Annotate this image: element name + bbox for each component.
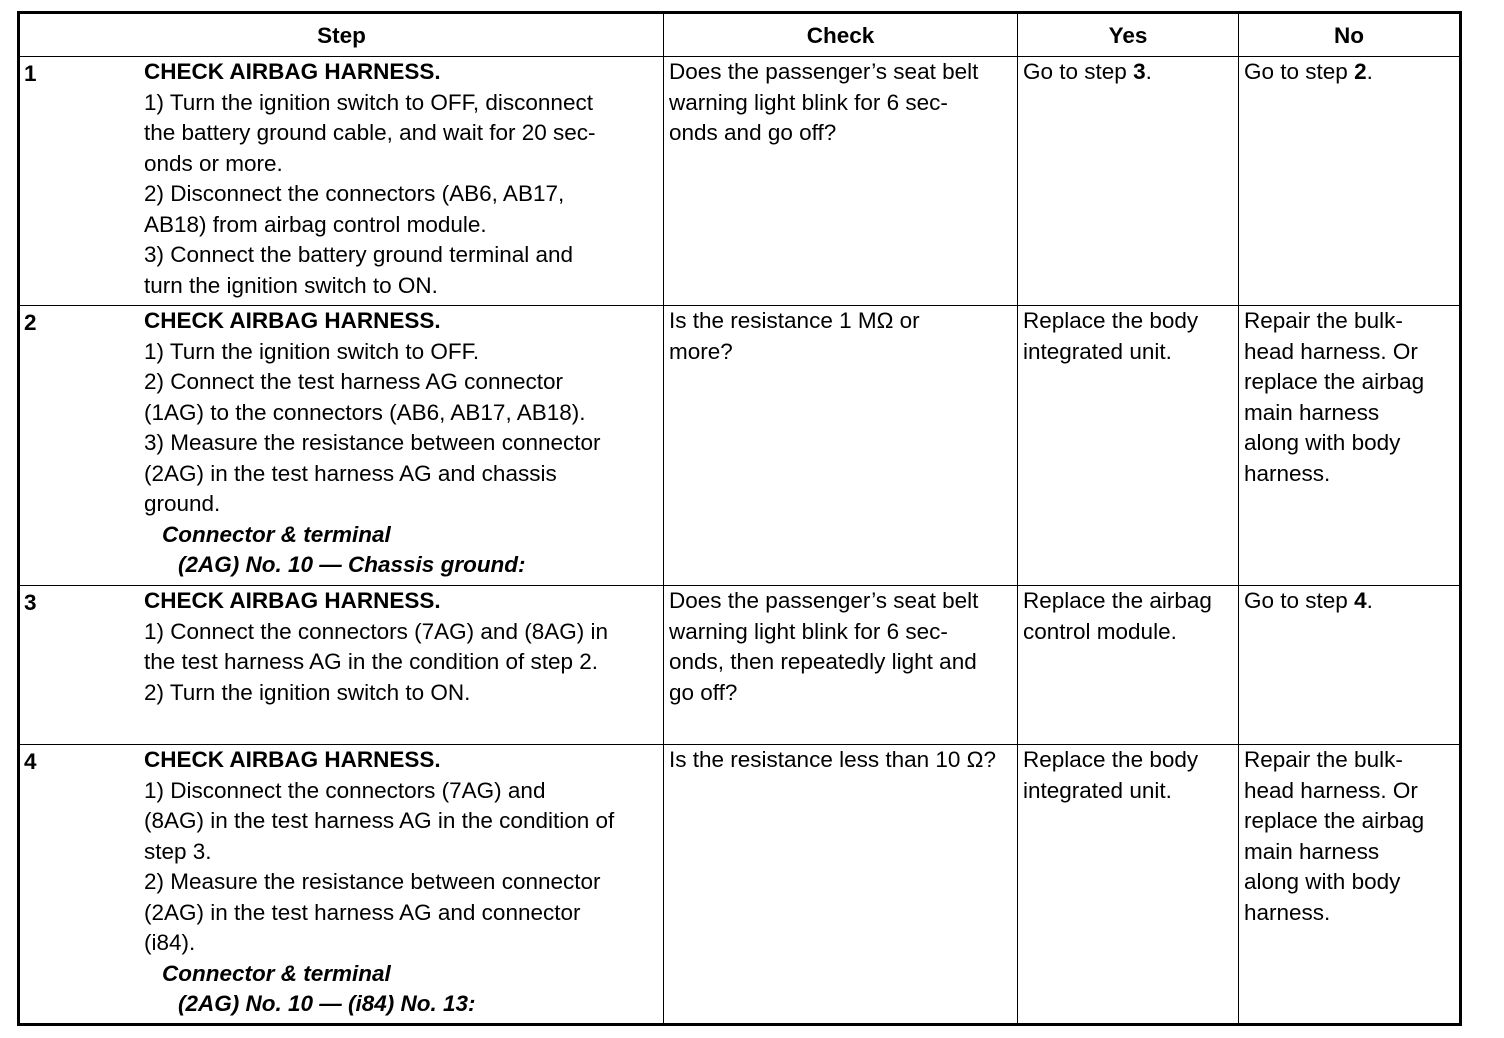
step-line: (2AG) in the test harness AG and connector [144,899,581,925]
no-cell [1239,306,1461,586]
step-line: the battery ground cable, and wait for 20 sec- [144,120,596,145]
table-row [19,745,1461,1025]
step-title: CHECK AIRBAG HARNESS. [144,588,441,613]
step-line: (8AG) in the test harness AG in the condition of [144,808,615,833]
no-cell [1239,586,1461,745]
step-body [144,57,658,301]
check-line: more? [669,338,733,364]
no-line: Repair the bulk- [1244,747,1403,772]
step-cell [19,745,664,1025]
no-step-number: 2 [1354,59,1367,84]
step-number: 4 [24,749,37,774]
no-line: replace the airbag [1244,808,1425,833]
yes-line: integrated unit. [1023,338,1172,364]
check-line: Does the passenger’s seat belt [669,588,979,613]
yes-cell [1018,57,1239,306]
step-cell [19,586,664,745]
no-line: along with body [1244,869,1401,894]
step-line: (i84). [144,930,196,955]
step-body [144,306,658,581]
table-row [19,586,1461,745]
no-cell [1239,57,1461,306]
check-cell [664,586,1018,745]
check-cell [664,745,1018,1025]
yes-line: control module. [1023,618,1177,644]
table-header-row [19,13,1461,57]
yes-line: Replace the body [1023,308,1199,333]
step-line: 1) Disconnect the connectors (7AG) and [144,777,546,803]
no-line: replace the airbag [1244,369,1425,394]
no-line: main harness [1244,838,1380,864]
check-line: Does the passenger’s seat belt [669,59,979,84]
check-line: go off? [669,679,738,705]
header-no: No [1239,13,1461,57]
step-line: 3) Measure the resistance between connector [144,430,601,455]
step-body [144,586,658,708]
check-cell [664,306,1018,586]
connector-terminal-label: Connector & terminal [162,521,391,547]
step-line: step 3. [144,838,212,864]
yes-line: integrated unit. [1023,777,1172,803]
check-line: Is the resistance less than 10 Ω? [669,747,996,772]
step-line: 2) Connect the test harness AG connector [144,369,563,394]
step-line: turn the ignition switch to ON. [144,272,438,298]
check-line: onds, then repeatedly light and [669,649,977,674]
yes-text: Go to step [1023,59,1134,84]
step-line: AB18) from airbag control module. [144,211,487,237]
yes-text-end: . [1145,59,1152,84]
step-line: (2AG) in the test harness AG and chassis [144,460,557,486]
no-text: Go to step [1244,588,1355,613]
header-check: Check [664,13,1018,57]
step-cell [19,57,664,306]
step-title: CHECK AIRBAG HARNESS. [144,308,441,333]
header-step: Step [19,13,664,57]
table-row [19,57,1461,306]
no-cell [1239,745,1461,1025]
no-text-end: . [1366,59,1373,84]
no-step-number: 4 [1354,588,1367,613]
yes-line: Replace the airbag [1023,588,1212,613]
connector-terminal-spec: (2AG) No. 10 — Chassis ground: [178,552,526,577]
yes-line: Replace the body [1023,747,1199,772]
table-row [19,306,1461,586]
check-line: Is the resistance 1 MΩ or [669,308,920,333]
check-cell [664,57,1018,306]
step-line: 1) Turn the ignition switch to OFF, disconnect [144,89,593,115]
no-line: along with body [1244,430,1401,455]
step-line: 3) Connect the battery ground terminal and [144,242,574,267]
check-line: onds and go off? [669,120,837,145]
step-line: 1) Connect the connectors (7AG) and (8AG) in [144,618,608,644]
yes-cell [1018,306,1239,586]
step-line: onds or more. [144,150,283,176]
step-line: (1AG) to the connectors (AB6, AB17, AB18). [144,399,586,425]
no-line: Repair the bulk- [1244,308,1403,333]
check-line: warning light blink for 6 sec- [669,89,948,115]
check-line: warning light blink for 6 sec- [669,618,948,644]
step-line: ground. [144,491,221,516]
no-text-end: . [1366,588,1373,613]
step-title: CHECK AIRBAG HARNESS. [144,747,441,772]
yes-cell [1018,745,1239,1025]
no-line: harness. [1244,460,1331,486]
yes-cell [1018,586,1239,745]
step-number: 1 [24,61,37,86]
no-line: head harness. Or [1244,338,1418,364]
step-line: 2) Disconnect the connectors (AB6, AB17, [144,181,565,206]
step-line: 2) Measure the resistance between connector [144,869,601,894]
connector-terminal-spec: (2AG) No. 10 — (i84) No. 13: [178,991,476,1016]
header-yes: Yes [1018,13,1239,57]
step-line: the test harness AG in the condition of step 2. [144,649,599,674]
step-title: CHECK AIRBAG HARNESS. [144,59,441,84]
no-text: Go to step [1244,59,1355,84]
connector-terminal-label: Connector & terminal [162,960,391,986]
step-cell [19,306,664,586]
step-line: 2) Turn the ignition switch to ON. [144,679,471,705]
diagnostic-procedure-page [17,11,1459,1026]
no-line: main harness [1244,399,1380,425]
no-line: head harness. Or [1244,777,1418,803]
step-number: 3 [24,590,37,615]
diagnostic-table [17,11,1462,1026]
no-line: harness. [1244,899,1331,925]
yes-step-number: 3 [1133,59,1146,84]
step-number: 2 [24,310,37,335]
step-body [144,745,658,1020]
step-line: 1) Turn the ignition switch to OFF. [144,338,480,364]
